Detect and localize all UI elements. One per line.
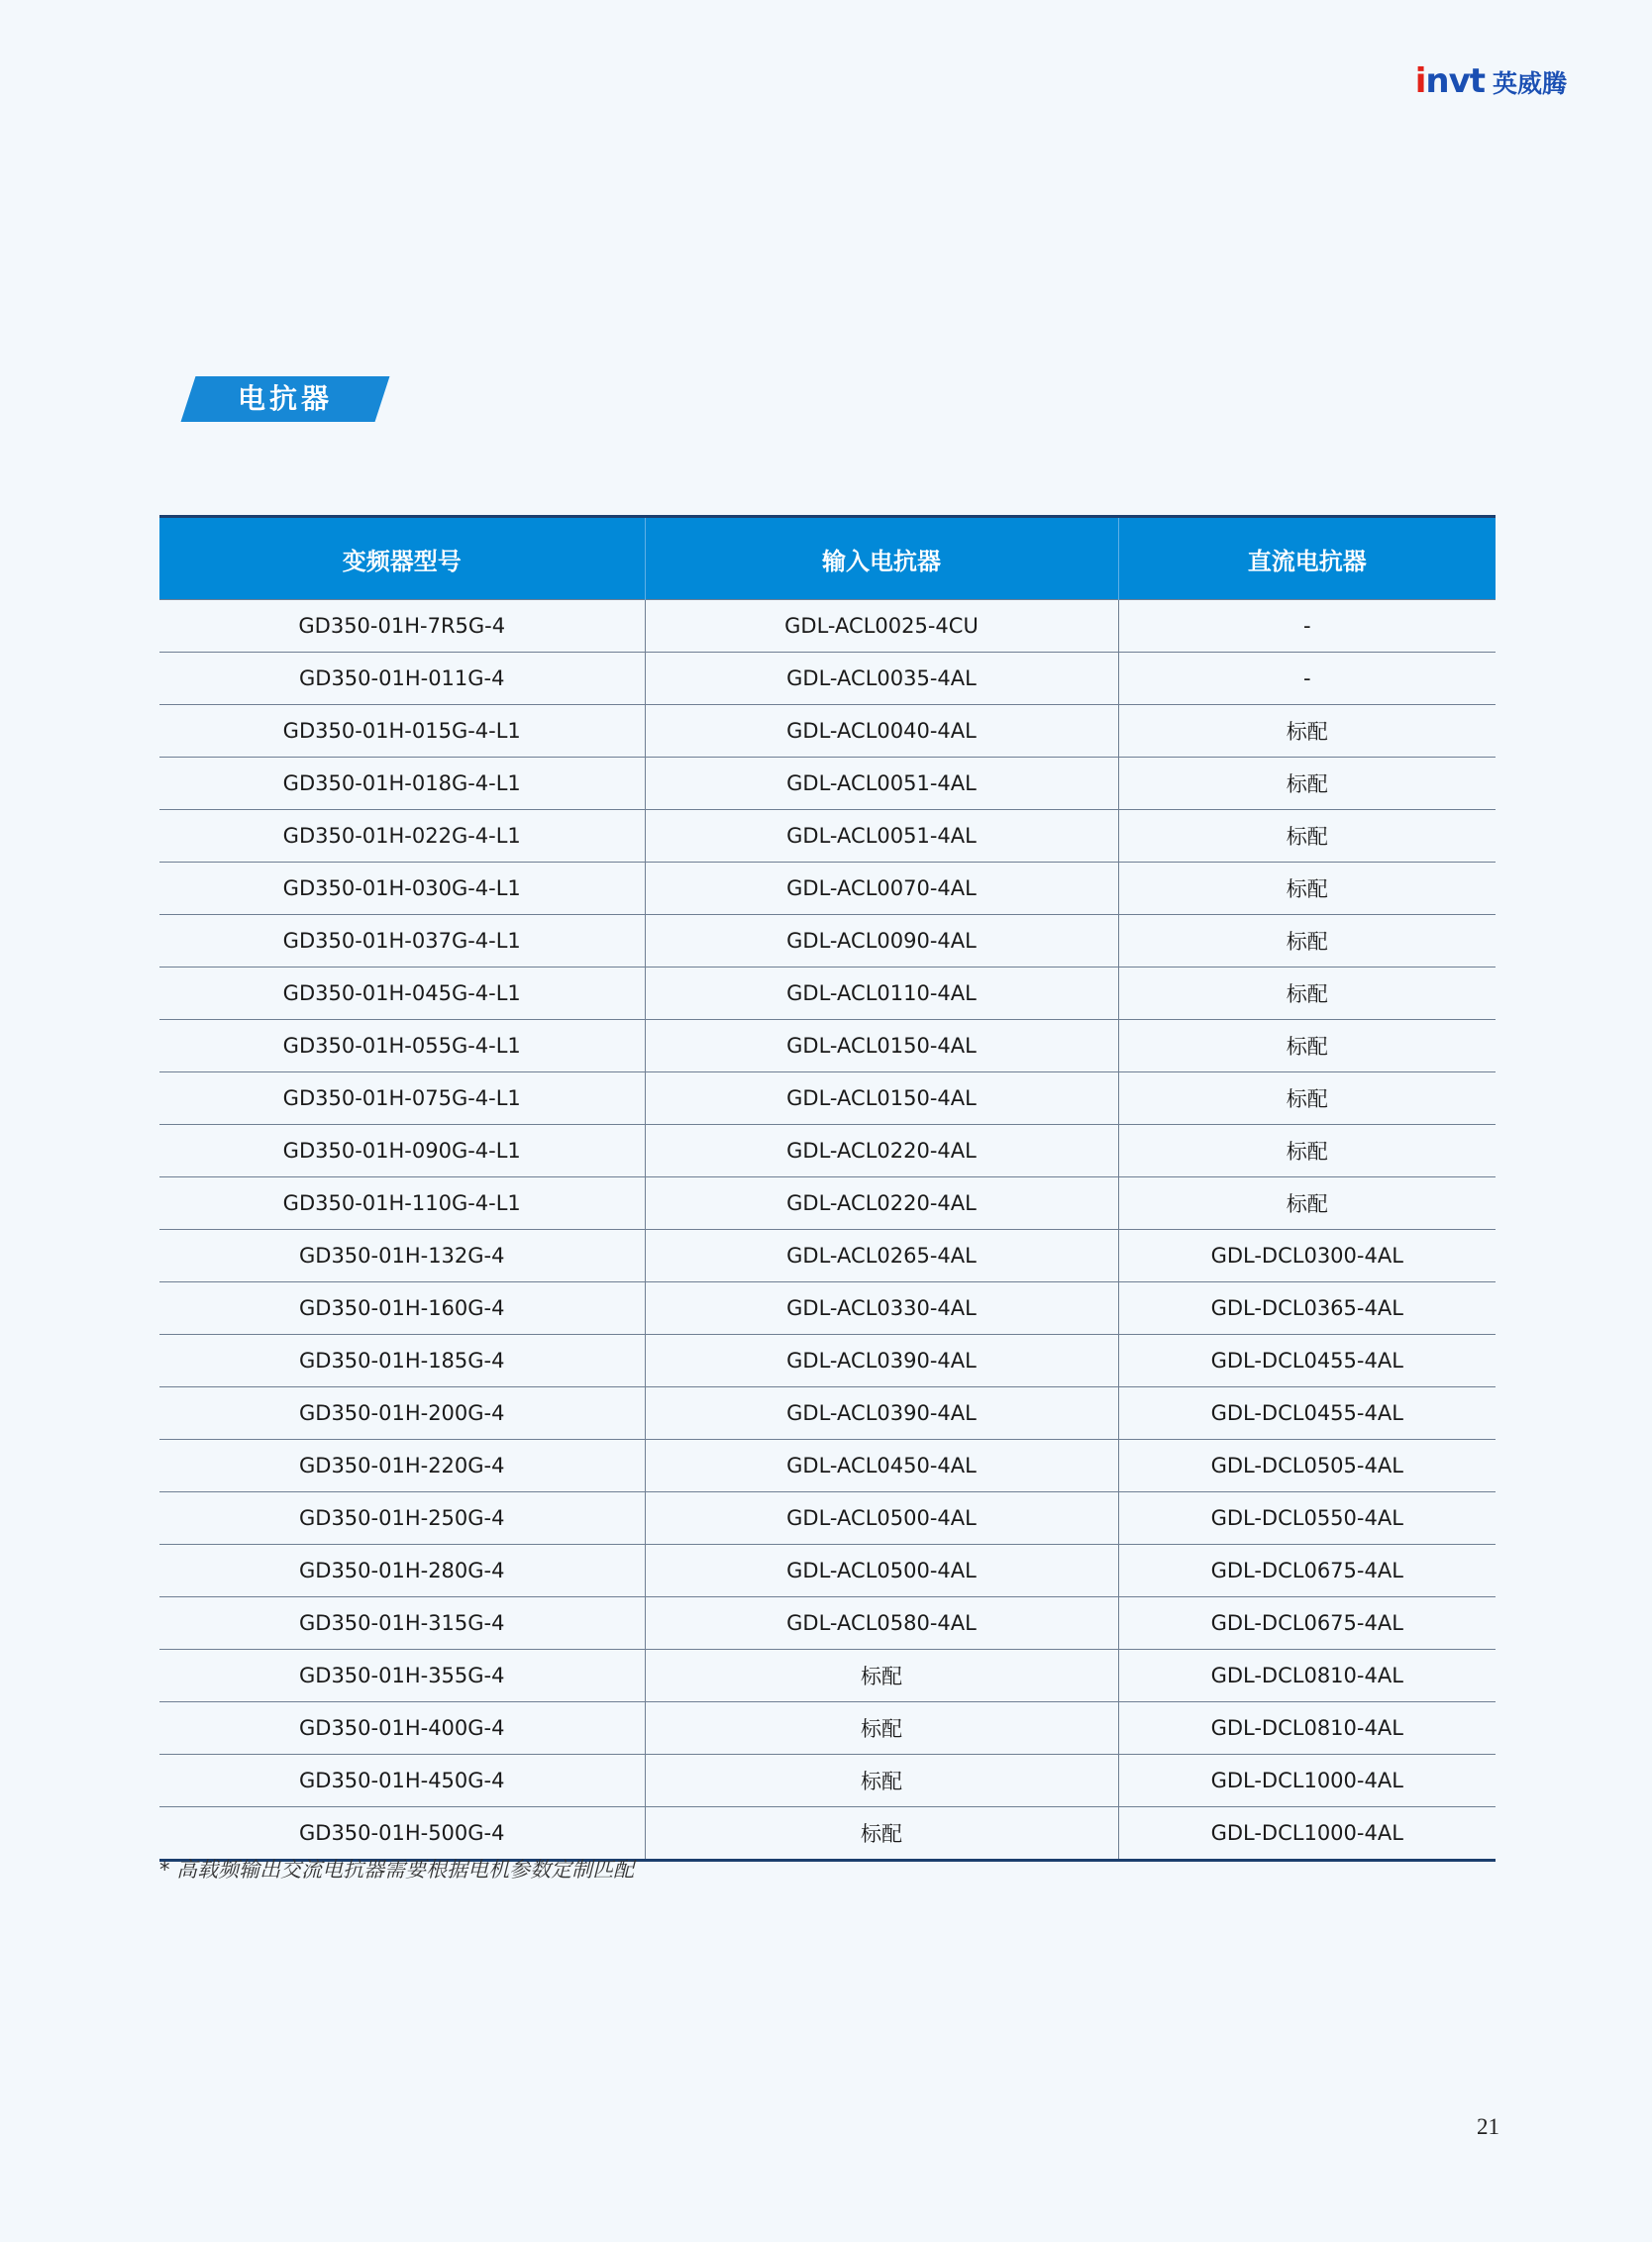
table-row	[159, 1072, 1496, 1125]
cell-input-reactor: GDL-ACL0040-4AL	[645, 705, 1118, 758]
cell-inverter-model: GD350-01H-110G-4-L1	[159, 1177, 645, 1230]
cell-dc-reactor: -	[1118, 600, 1496, 653]
cell-dc-reactor: GDL-DCL0365-4AL	[1118, 1282, 1496, 1335]
cell-input-reactor: GDL-ACL0390-4AL	[645, 1335, 1118, 1387]
cell-inverter-model: GD350-01H-055G-4-L1	[159, 1020, 645, 1072]
cell-inverter-model: GD350-01H-500G-4	[159, 1807, 645, 1861]
brand-logo	[1415, 61, 1567, 101]
table-row	[159, 915, 1496, 968]
cell-dc-reactor: 标配	[1118, 1020, 1496, 1072]
cell-dc-reactor: 标配	[1118, 968, 1496, 1020]
cell-dc-reactor: 标配	[1118, 1125, 1496, 1177]
cell-dc-reactor: GDL-DCL0455-4AL	[1118, 1387, 1496, 1440]
cell-input-reactor: GDL-ACL0330-4AL	[645, 1282, 1118, 1335]
table-row	[159, 600, 1496, 653]
table-row	[159, 1335, 1496, 1387]
cell-dc-reactor: GDL-DCL0675-4AL	[1118, 1545, 1496, 1597]
table-row	[159, 1440, 1496, 1492]
cell-dc-reactor: GDL-DCL0300-4AL	[1118, 1230, 1496, 1282]
cell-inverter-model: GD350-01H-200G-4	[159, 1387, 645, 1440]
cell-input-reactor: GDL-ACL0110-4AL	[645, 968, 1118, 1020]
cell-input-reactor: GDL-ACL0150-4AL	[645, 1020, 1118, 1072]
table-row	[159, 1230, 1496, 1282]
cell-inverter-model: GD350-01H-400G-4	[159, 1702, 645, 1755]
cell-inverter-model: GD350-01H-160G-4	[159, 1282, 645, 1335]
cell-dc-reactor: 标配	[1118, 915, 1496, 968]
table-row	[159, 968, 1496, 1020]
cell-inverter-model: GD350-01H-132G-4	[159, 1230, 645, 1282]
table-row	[159, 1807, 1496, 1861]
cell-inverter-model: GD350-01H-037G-4-L1	[159, 915, 645, 968]
cell-input-reactor: GDL-ACL0500-4AL	[645, 1545, 1118, 1597]
cell-inverter-model: GD350-01H-075G-4-L1	[159, 1072, 645, 1125]
cell-input-reactor: GDL-ACL0580-4AL	[645, 1597, 1118, 1650]
table-row	[159, 653, 1496, 705]
cell-input-reactor: GDL-ACL0051-4AL	[645, 758, 1118, 810]
cell-input-reactor: 标配	[645, 1807, 1118, 1861]
cell-inverter-model: GD350-01H-220G-4	[159, 1440, 645, 1492]
header-inverter-model: 变频器型号	[342, 547, 462, 575]
table-row	[159, 705, 1496, 758]
table-row	[159, 1650, 1496, 1702]
cell-inverter-model: GD350-01H-280G-4	[159, 1545, 645, 1597]
cell-dc-reactor: GDL-DCL1000-4AL	[1118, 1807, 1496, 1861]
cell-inverter-model: GD350-01H-018G-4-L1	[159, 758, 645, 810]
cell-dc-reactor: GDL-DCL0675-4AL	[1118, 1597, 1496, 1650]
cell-input-reactor: GDL-ACL0150-4AL	[645, 1072, 1118, 1125]
cell-input-reactor: GDL-ACL0450-4AL	[645, 1440, 1118, 1492]
page-number: 21	[1477, 2114, 1499, 2139]
cell-inverter-model: GD350-01H-022G-4-L1	[159, 810, 645, 863]
cell-dc-reactor: GDL-DCL0810-4AL	[1118, 1650, 1496, 1702]
reactor-table	[159, 515, 1496, 1862]
header-input-reactor: 输入电抗器	[645, 517, 1118, 600]
cell-inverter-model: GD350-01H-355G-4	[159, 1650, 645, 1702]
cell-dc-reactor: 标配	[1118, 810, 1496, 863]
section-title-tag	[181, 376, 390, 422]
cell-dc-reactor: GDL-DCL0455-4AL	[1118, 1335, 1496, 1387]
cell-dc-reactor: 标配	[1118, 863, 1496, 915]
cell-input-reactor: GDL-ACL0035-4AL	[645, 653, 1118, 705]
cell-input-reactor: GDL-ACL0051-4AL	[645, 810, 1118, 863]
table-row	[159, 863, 1496, 915]
table-row	[159, 1125, 1496, 1177]
cell-inverter-model: GD350-01H-315G-4	[159, 1597, 645, 1650]
cell-dc-reactor: 标配	[1118, 1177, 1496, 1230]
brand-wordmark: invt	[1414, 61, 1485, 101]
cell-input-reactor: GDL-ACL0265-4AL	[645, 1230, 1118, 1282]
cell-dc-reactor: 标配	[1118, 758, 1496, 810]
cell-input-reactor: GDL-ACL0025-4CU	[645, 600, 1118, 653]
cell-inverter-model: GD350-01H-7R5G-4	[159, 600, 645, 653]
table-row	[159, 1755, 1496, 1807]
cell-dc-reactor: GDL-DCL0550-4AL	[1118, 1492, 1496, 1545]
cell-input-reactor: GDL-ACL0220-4AL	[645, 1177, 1118, 1230]
cell-inverter-model: GD350-01H-250G-4	[159, 1492, 645, 1545]
cell-input-reactor: 标配	[645, 1702, 1118, 1755]
cell-inverter-model: GD350-01H-185G-4	[159, 1335, 645, 1387]
cell-inverter-model: GD350-01H-015G-4-L1	[159, 705, 645, 758]
cell-input-reactor: 标配	[645, 1650, 1118, 1702]
reactor-table-container	[159, 515, 1496, 1862]
cell-dc-reactor: GDL-DCL0505-4AL	[1118, 1440, 1496, 1492]
table-row	[159, 810, 1496, 863]
cell-dc-reactor: 标配	[1118, 1072, 1496, 1125]
table-row	[159, 1702, 1496, 1755]
cell-inverter-model: GD350-01H-090G-4-L1	[159, 1125, 645, 1177]
section-title: 电抗器	[237, 382, 333, 415]
header-dc-reactor: 直流电抗器	[1118, 517, 1496, 600]
table-row	[159, 1177, 1496, 1230]
cell-inverter-model: GD350-01H-011G-4	[159, 653, 645, 705]
table-header-row	[159, 517, 1496, 600]
table-row	[159, 1597, 1496, 1650]
cell-input-reactor: GDL-ACL0090-4AL	[645, 915, 1118, 968]
cell-input-reactor: GDL-ACL0390-4AL	[645, 1387, 1118, 1440]
table-row	[159, 1545, 1496, 1597]
cell-input-reactor: 标配	[645, 1755, 1118, 1807]
table-row	[159, 1282, 1496, 1335]
footnote: * 高载频输出交流电抗器需要根据电机参数定制匹配	[159, 1858, 635, 1882]
cell-input-reactor: GDL-ACL0220-4AL	[645, 1125, 1118, 1177]
cell-inverter-model: GD350-01H-045G-4-L1	[159, 968, 645, 1020]
cell-dc-reactor: GDL-DCL0810-4AL	[1118, 1702, 1496, 1755]
cell-dc-reactor: -	[1118, 653, 1496, 705]
brand-name: 英威腾	[1492, 69, 1567, 98]
cell-inverter-model: GD350-01H-030G-4-L1	[159, 863, 645, 915]
cell-input-reactor: GDL-ACL0070-4AL	[645, 863, 1118, 915]
table-row	[159, 1020, 1496, 1072]
cell-dc-reactor: GDL-DCL1000-4AL	[1118, 1755, 1496, 1807]
table-row	[159, 1492, 1496, 1545]
cell-input-reactor: GDL-ACL0500-4AL	[645, 1492, 1118, 1545]
table-row	[159, 1387, 1496, 1440]
cell-dc-reactor: 标配	[1118, 705, 1496, 758]
table-row	[159, 758, 1496, 810]
cell-inverter-model: GD350-01H-450G-4	[159, 1755, 645, 1807]
